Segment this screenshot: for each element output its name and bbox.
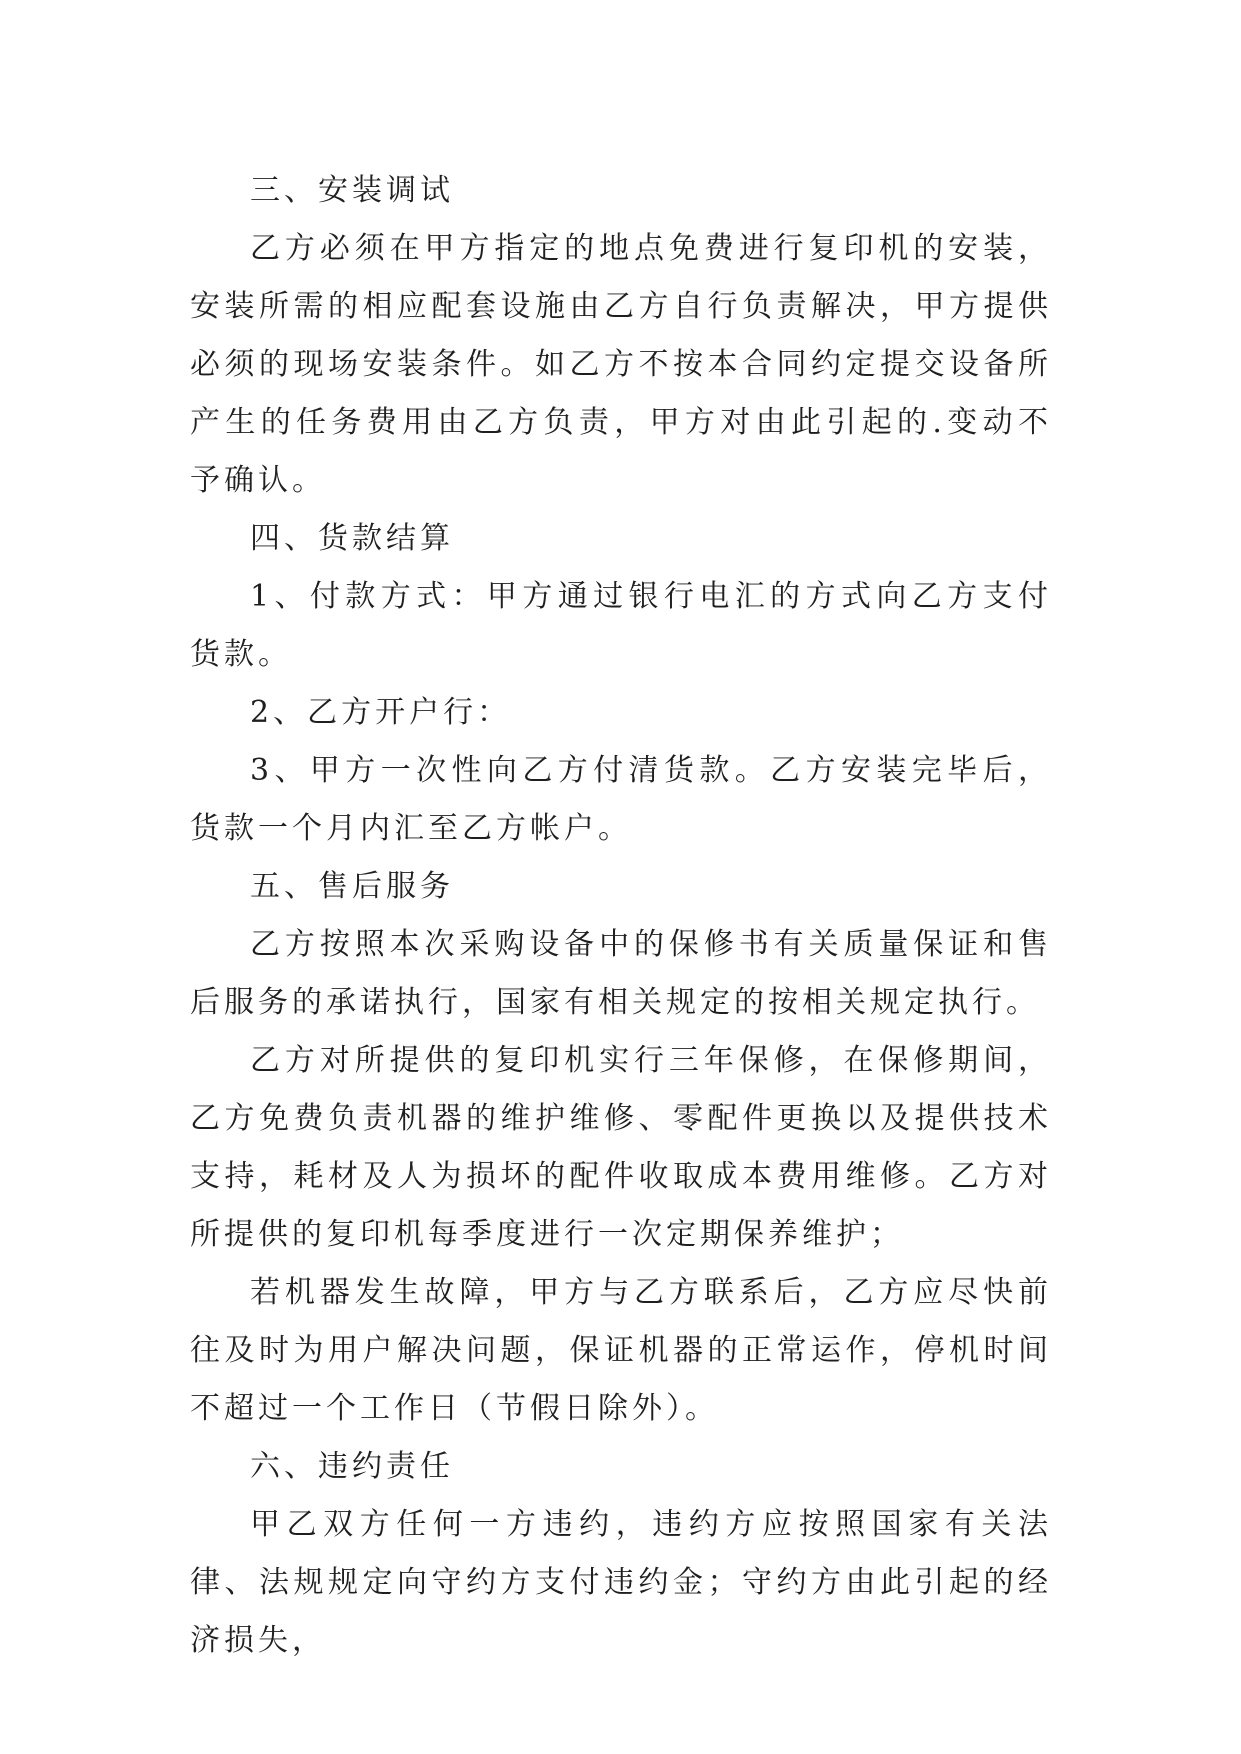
section-heading-after-sales: 五、售后服务 [250, 869, 454, 904]
paragraph-payment-terms: 3、甲方一次性向乙方付清货款。乙方安装完毕后，货款一个月内汇至乙方帐户。 [190, 753, 1052, 846]
paragraph-bank: 2、乙方开户行： [250, 695, 512, 730]
paragraph-payment-method: 1、付款方式：甲方通过银行电汇的方式向乙方支付货款。 [190, 579, 1052, 672]
document-body [190, 162, 1052, 1670]
paragraph-breach: 甲乙双方任何一方违约，违约方应按照国家有关法律、法规规定向守约方支付违约金；守约方由此引起的经济损失， [190, 1507, 1052, 1658]
section-heading-breach: 六、违约责任 [250, 1449, 454, 1484]
paragraph-installation: 乙方必须在甲方指定的地点免费进行复印机的安装，安装所需的相应配套设施由乙方自行负责解决，甲方提供必须的现场安装条件。如乙方不按本合同约定提交设备所产生的任务费用由乙方负责，甲方对由此引起的.变动不予确认。 [190, 231, 1052, 498]
paragraph-warranty-terms: 乙方对所提供的复印机实行三年保修，在保修期间，乙方免费负责机器的维护维修、零配件更换以及提供技术支持，耗材及人为损坏的配件收取成本费用维修。乙方对所提供的复印机每季度进行一次定期保养维护； [190, 1043, 1052, 1252]
section-heading-payment: 四、货款结算 [250, 521, 454, 556]
section-heading-installation: 三、安装调试 [250, 173, 454, 208]
paragraph-warranty-commitment: 乙方按照本次采购设备中的保修书有关质量保证和售后服务的承诺执行，国家有相关规定的按相关规定执行。 [190, 927, 1052, 1020]
paragraph-fault-response: 若机器发生故障，甲方与乙方联系后，乙方应尽快前往及时为用户解决问题，保证机器的正常运作，停机时间不超过一个工作日（节假日除外）。 [190, 1275, 1052, 1426]
